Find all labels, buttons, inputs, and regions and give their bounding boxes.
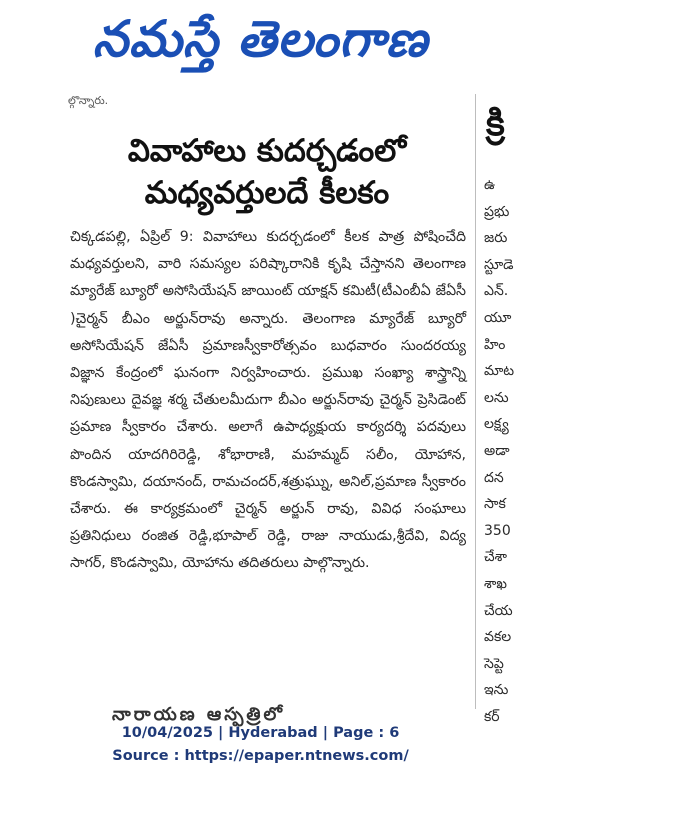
adjacent-line: ఎన్. (484, 283, 509, 300)
edition-info: 10/04/2025 | Hyderabad | Page : 6 (121, 725, 400, 741)
adjacent-line: చేశా (484, 549, 507, 566)
adjacent-line: హిం (484, 336, 506, 353)
adjacent-line: సాక (484, 496, 506, 513)
adjacent-headline: క్రి (486, 103, 505, 144)
adjacent-line: యూ (484, 309, 512, 326)
adjacent-line: లక్ష్య (484, 416, 509, 433)
column-divider (475, 94, 476, 709)
adjacent-line: ఉ (484, 177, 496, 193)
adjacent-article-column (480, 94, 521, 725)
newspaper-logo: నమస్తే తెలంగాణ (92, 10, 429, 68)
article-body: చిక్కడపల్లి, ఏప్రిల్ 9: వివాహాలు కుదర్చడంలో కీలక పాత్ర పోషించేది మధ్యవర్తులని, వారి సమస్యల పరిష్కారానికి కృషి చేస్తానని తెలంగాణ మ్యారేజ్ బ్యూరో అసోసియేషన్ జాయింట్ యాక్షన్ కమిటీ(టీఎంబీఏ జేఏసీ )చైర్మన్ బీఎం అర్జున్‌రావు అన్నారు. తెలంగాణ మ్యారేజ్ బ్యూరో అసోసియేషన్ జేఏసీ ప్రమాణస్వీకారోత్సవం బుధవారం సుందరయ్య విజ్ఞాన కేంద్రంలో ఘనంగా నిర్వహించారు. ప్రముఖ సంఖ్యా శాస్త్రాన్ని నిపుణులు దైవజ్ఞ శర్మ చేతులమీదుగా బీఎం అర్జున్‌రావు చైర్మన్ ప్రెసిడెంట్ ప్రమాణ స్వీకారం చేశారు. అలాగే ఉపాధ్యక్షుయ కార్యదర్శి పదవులు పొందిన యాదగిరిరెడ్డి, శోభారాణి, మహమ్మద్ సలీం, యోహాన, కొండస్వామి, దయానంద్, రామచందర్,శత్రుఘ్ను, అనిల్,ప్రమాణ స్వీకారం చేశారు. ఈ కార్యక్రమంలో చైర్మన్ అర్జున్ రావు, వివిధ సంఘాలు ప్రతినిధులు రంజిత రెడ్డి,భూపాల్ రెడ్డి, రాజు నాయుడు,శ్రీదేవి, విద్య సాగర్, కొండస్వామి, యోహాను తదితరులు పాల్గొన్నారు. (70, 229, 466, 572)
masthead (0, 0, 521, 86)
adjacent-line: చేయ (484, 602, 513, 619)
previous-article-fragment: ల్గొన్నారు. (68, 94, 109, 107)
adjacent-line: 350 (484, 522, 511, 539)
adjacent-line: కర్ (484, 708, 500, 725)
adjacent-line: మాట (484, 363, 515, 380)
source-link[interactable]: Source : https://epaper.ntnews.com/ (112, 748, 409, 764)
adjacent-line: ఇను (484, 682, 509, 699)
adjacent-line: అడా (484, 442, 510, 459)
adjacent-line: ప్రభు (484, 203, 510, 220)
news-article (62, 94, 472, 725)
adjacent-line: స్టూడె (484, 256, 514, 273)
page-footer (0, 722, 521, 768)
article-headline (62, 130, 472, 214)
adjacent-line: దన (484, 469, 504, 486)
next-article-heading: నారాయణ ఆస్పత్రిలో (112, 704, 285, 725)
adjacent-line: శాఖ (484, 575, 507, 592)
adjacent-line: లను (484, 389, 509, 406)
headline-line-2: మధ్యవర్తులదే కీలకం (144, 175, 390, 211)
adjacent-line: వకల (484, 629, 512, 646)
adjacent-line: సెప్టె (484, 655, 504, 672)
adjacent-body (484, 172, 684, 730)
adjacent-line: జరు (484, 230, 508, 247)
headline-line-1: వివాహాలు కుదర్చడంలో (127, 133, 407, 169)
